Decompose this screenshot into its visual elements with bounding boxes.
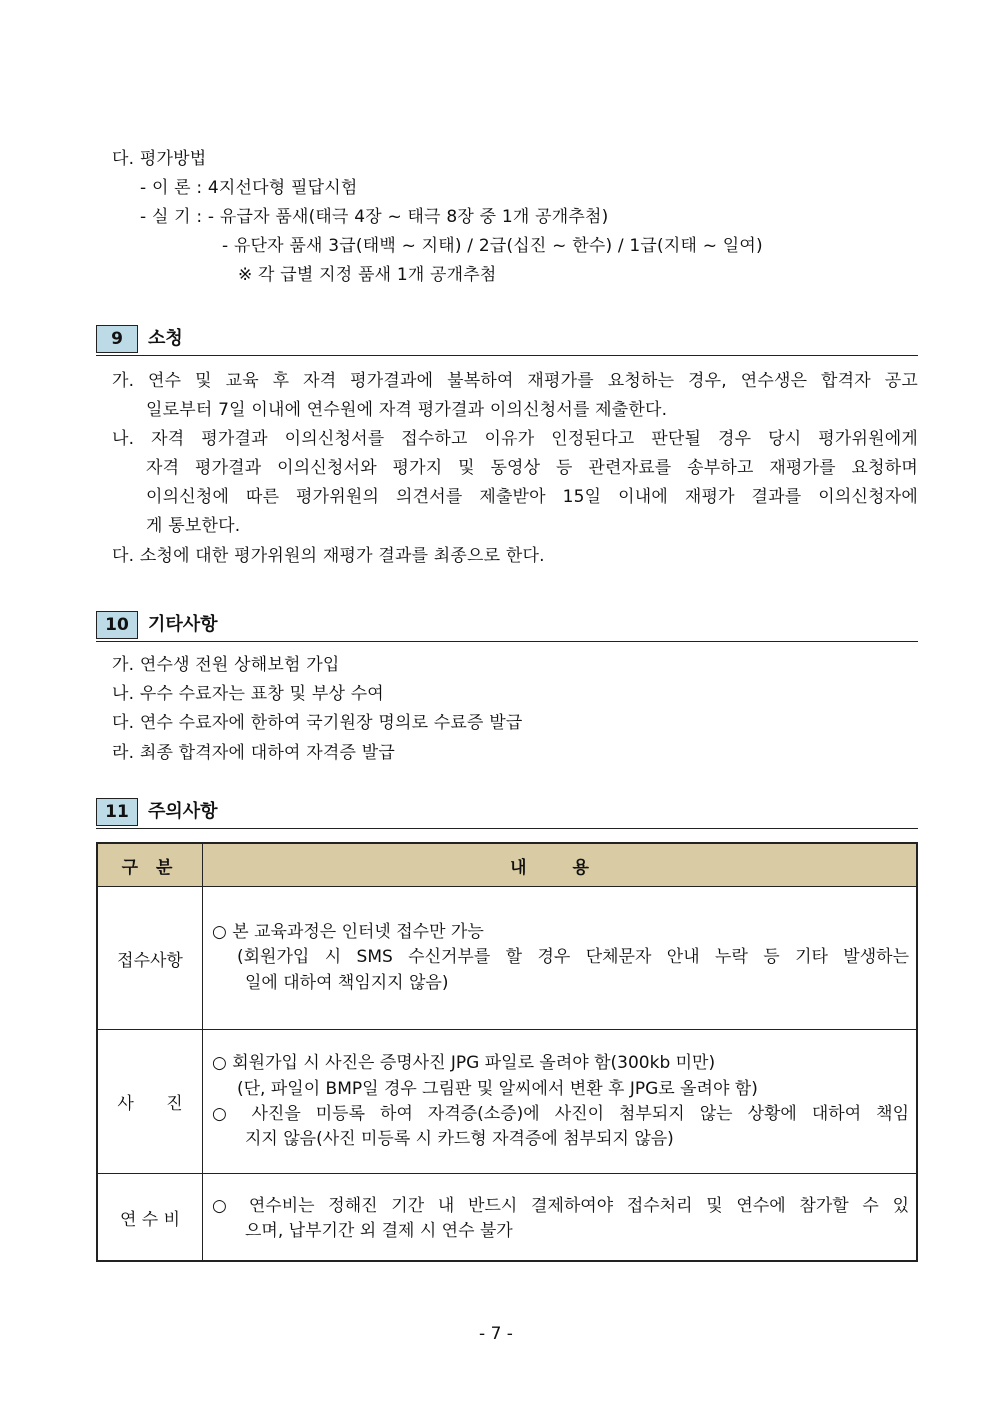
method-theory: - 이 론 : 4지선다형 필답시험 bbox=[140, 178, 358, 198]
section-9-header bbox=[96, 325, 918, 356]
table-row bbox=[97, 1174, 917, 1262]
section-9-line-2: 일로부터 7일 이내에 연수원에 자격 평가결과 이의신청서를 제출한다. bbox=[146, 400, 668, 420]
section-11-title: 주의사항 bbox=[148, 801, 218, 822]
section-9-line-1: 가. 연수 및 교육 후 자격 평가결과에 불복하여 재평가를 요청하는 경우, 연수생은 합격자 공고 bbox=[112, 371, 918, 391]
header-content: 내 용 bbox=[203, 843, 918, 887]
method-practice-note: ※ 각 급별 지정 품새 1개 공개추첨 bbox=[238, 265, 497, 285]
reception-line-1: ○ 본 교육과정은 인터넷 접수만 가능 bbox=[212, 922, 484, 942]
section-9-line-4: 자격 평가결과 이의신청서와 평가지 및 동영상 등 관련자료를 송부하고 재평가를 요청하며 bbox=[146, 458, 918, 478]
section-10-header bbox=[96, 611, 918, 642]
section-9-title: 소청 bbox=[148, 328, 183, 349]
section-9-line-7: 다. 소청에 대한 평가위원의 재평가 결과를 최종으로 한다. bbox=[112, 546, 545, 566]
section-10-line-3: 다. 연수 수료자에 한하여 국기원장 명의로 수료증 발급 bbox=[112, 713, 523, 733]
row-content-photo bbox=[203, 1030, 918, 1174]
page-number: - 7 - bbox=[479, 1324, 513, 1344]
section-10-line-2: 나. 우수 수료자는 표창 및 부상 수여 bbox=[112, 684, 384, 704]
table-header-row bbox=[97, 843, 917, 887]
header-category: 구 분 bbox=[97, 843, 203, 887]
table-row bbox=[97, 1030, 917, 1174]
section-10-title: 기타사항 bbox=[148, 614, 218, 635]
notice-table bbox=[96, 842, 918, 1262]
fee-line-2: 으며, 납부기간 외 결제 시 연수 불가 bbox=[245, 1221, 513, 1241]
table-row bbox=[97, 887, 917, 1030]
row-content-fee bbox=[203, 1174, 918, 1262]
method-heading: 다. 평가방법 bbox=[112, 149, 207, 169]
row-category-reception: 접수사항 bbox=[97, 887, 203, 1030]
photo-line-4: 지지 않음(사진 미등록 시 카드형 자격증에 첨부되지 않음) bbox=[245, 1129, 674, 1149]
section-11-header bbox=[96, 798, 918, 829]
method-practice-1: - 실 기 : - 유급자 품새(태극 4장 ~ 태극 8장 중 1개 공개추첨) bbox=[140, 207, 609, 227]
photo-line-1: ○ 회원가입 시 사진은 증명사진 JPG 파일로 올려야 함(300kb 미만) bbox=[212, 1053, 716, 1073]
row-category-fee: 연 수 비 bbox=[97, 1174, 203, 1262]
method-practice-2: - 유단자 품새 3급(태백 ~ 지태) / 2급(십진 ~ 한수) / 1급(지태 ~ 일여) bbox=[222, 236, 763, 256]
section-9-line-5: 이의신청에 따른 평가위원의 의견서를 제출받아 15일 이내에 재평가 결과를 이의신청자에 bbox=[146, 487, 918, 507]
section-9-line-3: 나. 자격 평가결과 이의신청서를 접수하고 이유가 인정된다고 판단될 경우 당시 평가위원에게 bbox=[112, 429, 918, 449]
photo-line-3: ○ 사진을 미등록 하여 자격증(소증)에 사진이 첨부되지 않는 상황에 대하여 책임 bbox=[212, 1104, 909, 1124]
row-category-photo: 사 진 bbox=[97, 1030, 203, 1174]
reception-line-3: 일에 대하여 책임지지 않음) bbox=[245, 973, 449, 993]
section-10-line-1: 가. 연수생 전원 상해보험 가입 bbox=[112, 655, 340, 675]
section-10-line-4: 라. 최종 합격자에 대하여 자격증 발급 bbox=[112, 743, 395, 763]
row-content-reception bbox=[203, 887, 918, 1030]
section-9-number: 9 bbox=[96, 325, 138, 353]
section-10-number: 10 bbox=[96, 611, 138, 639]
photo-line-2: (단, 파일이 BMP일 경우 그림판 및 알씨에서 변환 후 JPG로 올려야 함) bbox=[237, 1079, 758, 1099]
section-11-number: 11 bbox=[96, 798, 138, 826]
reception-line-2: (회원가입 시 SMS 수신거부를 할 경우 단체문자 안내 누락 등 기타 발생하는 bbox=[237, 947, 909, 967]
section-9-line-6: 게 통보한다. bbox=[146, 516, 241, 536]
fee-line-1: ○ 연수비는 정해진 기간 내 반드시 결제하여야 접수처리 및 연수에 참가할 수 있 bbox=[212, 1196, 909, 1216]
